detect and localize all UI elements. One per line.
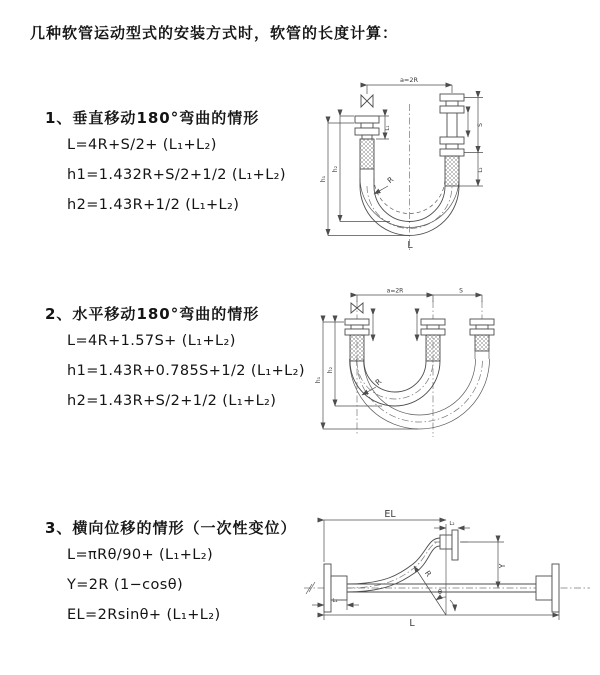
formula-h1: h1=1.43R+0.785S+1/2 (L₁+L₂): [67, 363, 305, 379]
section-1-heading: 1、垂直移动180°弯曲的情形: [45, 109, 260, 127]
section-2: [45, 303, 305, 414]
dim-label-y: Y: [498, 563, 507, 569]
dim-label-h2: h₂: [327, 366, 334, 374]
length-label: L: [407, 240, 413, 251]
section-2-heading: 2、水平移动180°弯曲的情形: [45, 305, 260, 323]
formula-h2: h2=1.43R+S/2+1/2 (L₁+L₂): [67, 393, 277, 409]
radius-label: R: [422, 568, 434, 579]
formula-h1: h1=1.432R+S/2+1/2 (L₁+L₂): [67, 167, 286, 183]
braided-hose-left: [360, 139, 374, 169]
diagram-lateral-displacement: [300, 502, 600, 642]
dim-label-a2r: a=2R: [386, 287, 404, 295]
section-1: [45, 107, 286, 218]
braided-hose-right: [445, 156, 459, 186]
formula-l: L=4R+S/2+ (L₁+L₂): [67, 137, 217, 153]
valve-icon: [361, 95, 373, 107]
diagram-vertical-180-bend: [318, 74, 496, 254]
formula-el: EL=2Rsinθ+ (L₁+L₂): [67, 607, 221, 623]
page-title: 几种软管运动型式的安装方式时，软管的长度计算：: [30, 24, 399, 42]
dim-label-el: EL: [384, 509, 396, 520]
formula-l: L=πRθ/90+ (L₁+L₂): [67, 547, 214, 563]
section-3-heading: 3、横向位移的情形（一次性变位）: [45, 519, 297, 537]
formula-h2: h2=1.43R+1/2 (L₁+L₂): [67, 197, 240, 213]
dim-label-l2: L₂: [478, 167, 484, 173]
formula-y: Y=2R (1−cosθ): [67, 577, 184, 593]
braided-hose-middle: [426, 335, 440, 361]
dim-label-h1: h₁: [320, 175, 327, 183]
dim-label-s: S: [459, 287, 463, 295]
braided-hose-moved: [475, 335, 489, 351]
formula-l: L=4R+1.57S+ (L₁+L₂): [67, 333, 236, 349]
dim-label-l1: L₁: [385, 125, 391, 131]
radius-label: R: [385, 174, 396, 186]
angle-label: θ: [438, 588, 442, 596]
dim-label-a2r: a=2R: [399, 76, 419, 84]
section-3: [45, 517, 296, 628]
dim-label-h2: h₂: [332, 165, 339, 173]
dim-label-l2: L₂: [449, 521, 455, 527]
diagram-horizontal-180-bend: [312, 285, 502, 445]
braided-hose-left: [350, 335, 364, 361]
length-label: L: [409, 618, 415, 629]
radius-label: R: [373, 376, 384, 388]
dim-label-h1: h₁: [315, 376, 322, 384]
dim-label-s: S: [477, 123, 484, 127]
dim-label-l1: L₁: [332, 598, 338, 604]
